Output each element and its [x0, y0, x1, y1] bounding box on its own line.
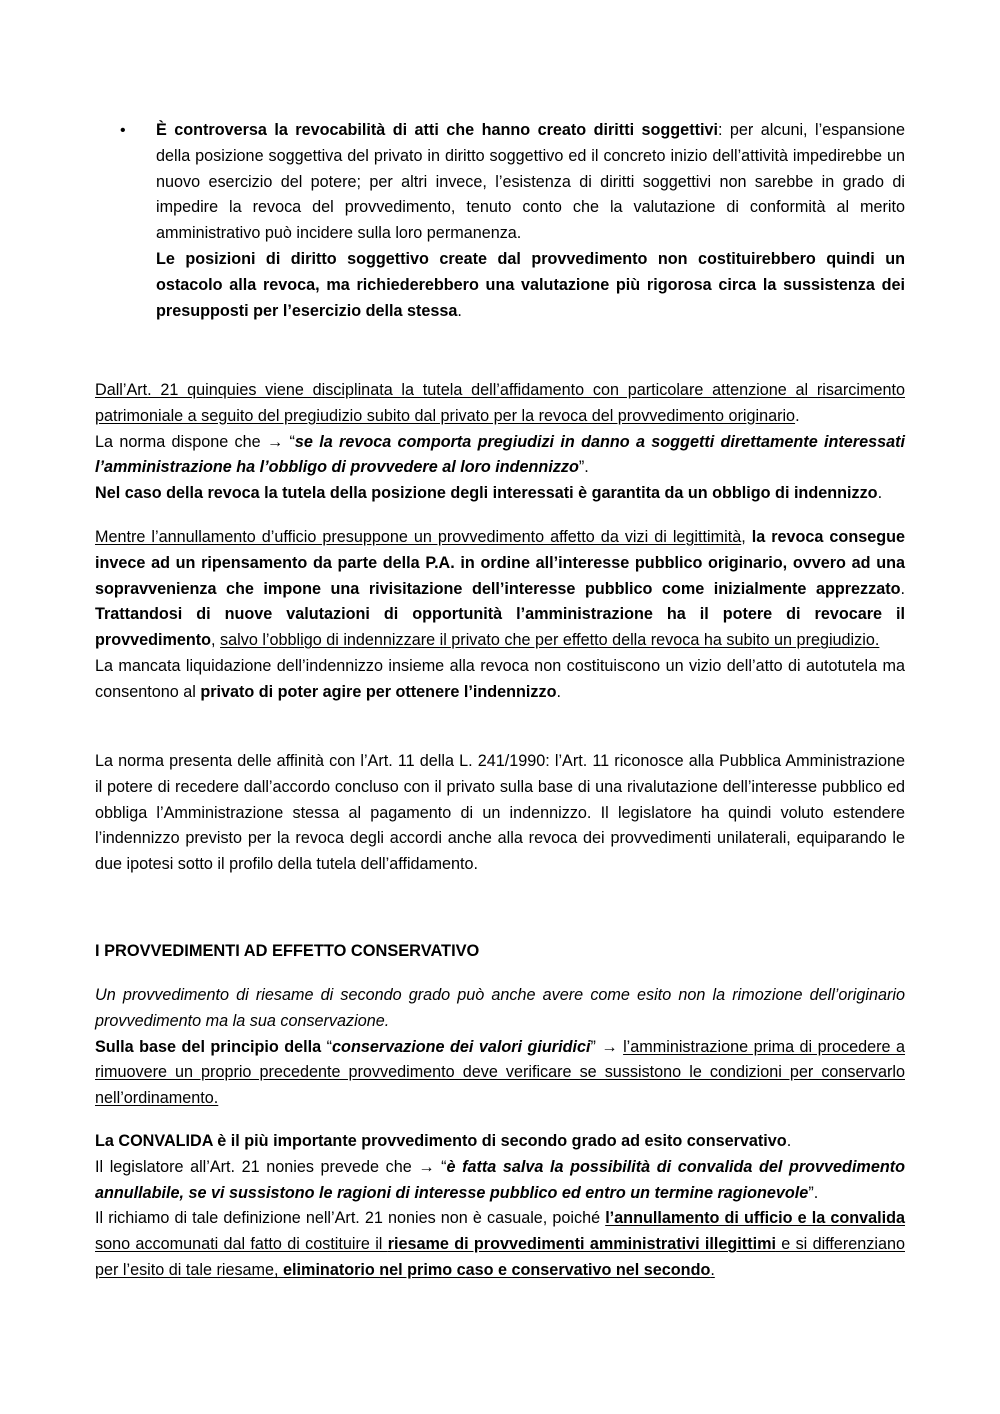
text-run: È controversa la revocabilità di atti che hanno creato diritti soggettivi [156, 121, 718, 139]
text-run: ”. [808, 1183, 819, 1202]
text-run: Trattandosi di nuove valutazioni di opportunità l’amministrazione ha il potere di revocare il provvedimento [95, 605, 905, 650]
text-run: Il richiamo di tale definizione nell’Art. 21 nonies non è casuale, poiché [95, 1209, 606, 1228]
paragraph-annullamento-vs-revoca [95, 525, 905, 654]
text-run: salvo l’obbligo di indennizzare il privato che per effetto della revoca ha subito un pregiudizio. [220, 631, 880, 650]
paragraph-art-21-quinquies [95, 378, 905, 430]
text-run: , [741, 528, 752, 546]
text-run: La mancata liquidazione dell’indennizzo insieme alla revoca non costituiscono un vizio dell’atto di autotutela ma consentono al [95, 656, 905, 701]
text-run: Sulla base del principio della [95, 1037, 322, 1056]
paragraph-art-11 [95, 749, 905, 878]
section-heading [95, 939, 905, 965]
bullet-point-icon: • [120, 122, 126, 139]
text-run: sono accomunati dal fatto di costituire il [95, 1235, 388, 1254]
section-confronto [95, 525, 905, 706]
text-run: riesame di provvedimenti amministrativi illegittimi [387, 1235, 776, 1254]
text-run: l’amministrazione prima di procedere a rimuovere un proprio precedente provvedimento deve verificare se sussistono le condizioni per conservarlo nell’ordinamento. [95, 1037, 906, 1108]
text-run: . [900, 579, 905, 598]
paragraph-art-21-nonies [95, 1155, 905, 1207]
text-run: ”. [578, 458, 589, 477]
paragraph-richiamo [95, 1206, 905, 1283]
section-convalida [95, 1129, 905, 1284]
text-run: privato di poter agire per ottenere l’indennizzo [200, 682, 557, 701]
bullet-list [120, 118, 905, 324]
text-run: . [457, 301, 462, 320]
text-run: Dall’Art. 21 quinquies viene disciplinata la tutela dell’affidamento con particolare attenzione al risarcimento patrimoniale a seguito del pregiudizio subito dal privato per la revoca del provvedimento originario [95, 381, 905, 425]
text-run: eliminatorio nel primo caso e conservativo nel secondo [283, 1260, 711, 1279]
text-run: Il legislatore all’Art. 21 nonies prevede che → “ [95, 1157, 447, 1176]
text-run: e si differenziano per l’esito di tale riesame, [95, 1235, 905, 1279]
text-run: . [795, 406, 800, 425]
text-run: se la revoca comporta pregiudizi in danno a soggetti direttamente interessati l’amministrazione ha l’obbligo di provvedere al loro indennizzo [95, 432, 905, 477]
text-run: La CONVALIDA è il più importante provvedimento di secondo grado ad esito conservativo [95, 1132, 787, 1150]
text-run: : per alcuni, l’espansione della posizione soggettiva del privato in diritto soggettivo ed il concreto inizio dell’attività impedirebbe un nuovo esercizio del potere; per altri invece, l’esistenza di diritti soggettivi non sarebbe in grado di impedire la revoca del provvedimento, tenuto conto che la valutazione di conformità al merito amministrativo può incidere sulla loro permanenza. [156, 121, 905, 243]
text-run: . [877, 484, 883, 503]
paragraph-obbligo-indennizzo [95, 481, 905, 507]
paragraph-mancata-liquidazione [95, 654, 905, 706]
bullet-item [156, 118, 905, 324]
text-run: Mentre l’annullamento d’ufficio presuppone un provvedimento affetto da vizi di legittimità [95, 528, 742, 546]
section-indennizzo [95, 378, 905, 507]
paragraph-principio-conservazione [95, 1035, 905, 1112]
text-run: la revoca consegue invece ad un ripensamento da parte della P.A. in ordine all’interesse pubblico originario, ovvero ad una sopravvenienza che impone una rivisitazione dell’interesse pubblico come inizialmente apprezzato [95, 528, 905, 598]
heading-provvedimenti-conservativi: I PROVVEDIMENTI AD EFFETTO CONSERVATIVO [95, 942, 480, 960]
text-run: Le posizioni di diritto soggettivo create dal provvedimento non costituirebbero quindi un ostacolo alla revoca, ma richiederebbero una valutazione più rigorosa circa la sussistenza dei presupposti per l’esercizio della stessa [156, 249, 905, 320]
bullet-paragraph-2 [156, 247, 905, 324]
bullet-paragraph-1 [156, 118, 905, 247]
text-run: conservazione dei valori giuridici [332, 1037, 591, 1056]
paragraph-convalida [95, 1129, 905, 1155]
text-run: , [211, 631, 221, 650]
text-run: La norma dispone che → “ [95, 432, 295, 451]
paragraph-riesame [95, 983, 905, 1035]
section-conservativo [95, 983, 905, 1112]
text-run: Nel caso della revoca la tutela della posizione degli interessati è garantita da un obbligo di indennizzo [95, 484, 878, 503]
text-run: “ [321, 1037, 333, 1056]
text-run: . [556, 682, 561, 701]
text-run: l’annullamento di ufficio e la convalida [605, 1209, 905, 1228]
text-run: Un provvedimento di riesame di secondo grado può anche avere come esito non la rimozione dell’originario provvedimento ma la sua conservazione. [95, 986, 905, 1030]
text-run: . [710, 1260, 715, 1279]
text-run: ” → [590, 1037, 624, 1056]
text-run: La norma presenta delle affinità con l’Art. 11 della L. 241/1990: l’Art. 11 riconosce alla Pubblica Amministrazione il potere di recedere dall’accordo concluso con il privato sulla base di una rivalutazione dell’interesse pubblico ed obbliga l’Amministrazione stessa al pagamento di un indennizzo. Il legislatore ha quindi voluto estendere l’indennizzo previsto per la revoca degli accordi anche alla revoca dei provvedimenti unilaterali, equiparando le due ipotesi sotto il profilo della tutela dell’affidamento. [95, 752, 905, 874]
text-run: . [786, 1132, 792, 1150]
section-affinita [95, 749, 905, 878]
paragraph-norma-dispone [95, 430, 905, 482]
text-run: è fatta salva la possibilità di convalida del provvedimento annullabile, se vi sussistono le ragioni di interesse pubblico ed entro un termine ragionevole [95, 1157, 905, 1202]
